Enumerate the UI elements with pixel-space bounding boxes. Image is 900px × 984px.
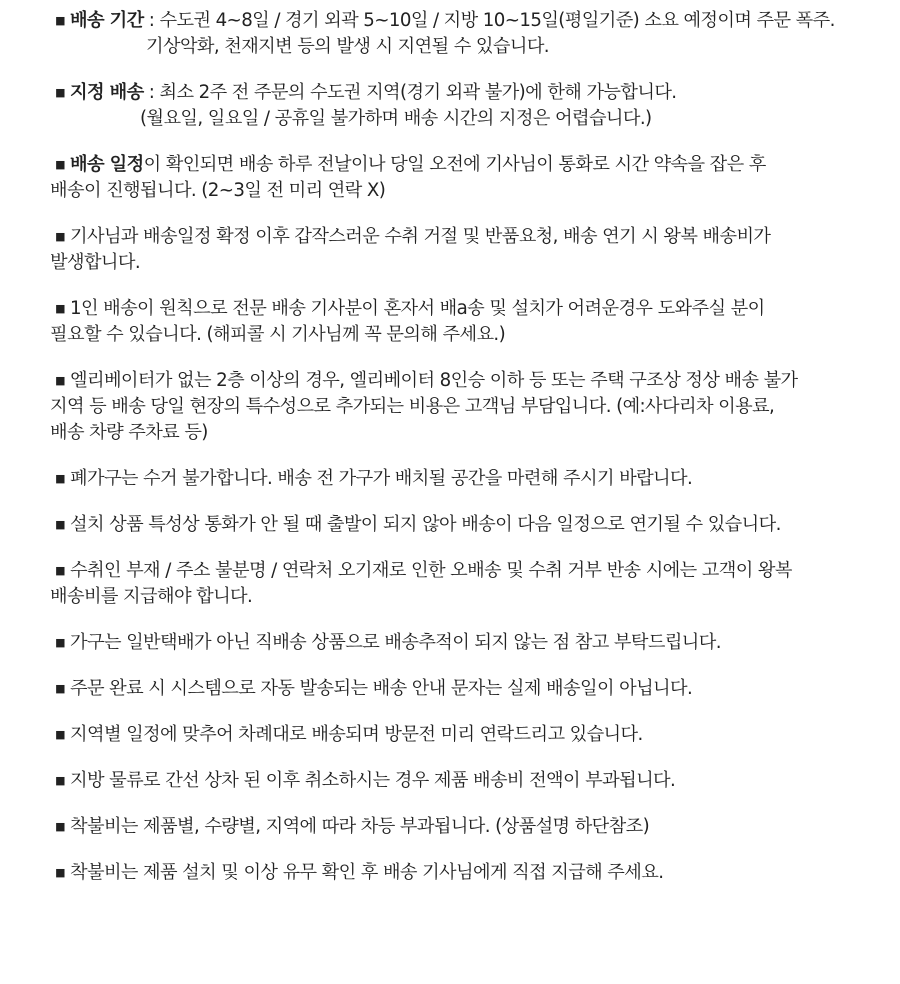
bullet-icon: ■ xyxy=(55,86,65,99)
item-title: 지정 배송 xyxy=(70,82,144,103)
bullet-icon: ■ xyxy=(55,230,65,243)
item-text: (월요일, 일요일 / 공휴일 불가하며 배송 시간의 지정은 어렵습니다.) xyxy=(140,108,652,129)
item-text: 이 확인되면 배송 하루 전날이나 당일 오전에 기사님이 통화로 시간 약속을 잡은 후 xyxy=(143,154,766,175)
item-text: 기사님과 배송일정 확정 이후 갑작스러운 수취 거절 및 반품요청, 배송 연기 시 왕복 배송비가 xyxy=(70,226,771,247)
delivery-notice xyxy=(50,8,850,906)
bullet-icon: ■ xyxy=(55,728,65,741)
item-text: 착불비는 제품별, 수량별, 지역에 따라 차등 부과됩니다. (상품설명 하단참조) xyxy=(70,816,650,837)
bullet-icon: ■ xyxy=(55,820,65,833)
item-text: 필요할 수 있습니다. (해피콜 시 기사님께 꼭 문의해 주세요.) xyxy=(50,324,506,345)
bullet-icon: ■ xyxy=(55,14,65,27)
notice-item-old-furniture xyxy=(50,466,850,492)
bullet-icon: ■ xyxy=(55,302,65,315)
notice-item-cod-fee xyxy=(50,814,850,840)
bullet-icon: ■ xyxy=(55,472,65,485)
notice-item-auto-message xyxy=(50,676,850,702)
bullet-icon: ■ xyxy=(55,518,65,531)
item-text: 기상악화, 천재지변 등의 발생 시 지연될 수 있습니다. xyxy=(146,36,549,57)
notice-item-cancel-after-dispatch xyxy=(50,768,850,794)
notice-item-delivery-period xyxy=(50,8,850,60)
notice-item-scheduled-delivery xyxy=(50,80,850,132)
bullet-icon: ■ xyxy=(55,158,65,171)
notice-item-no-tracking xyxy=(50,630,850,656)
item-text: : 최소 2주 전 주문의 수도권 지역(경기 외곽 불가)에 한해 가능합니다. xyxy=(143,82,677,103)
bullet-icon: ■ xyxy=(55,866,65,879)
notice-item-cancellation-fee xyxy=(50,224,850,276)
item-text: 지역별 일정에 맞추어 차례대로 배송되며 방문전 미리 연락드리고 있습니다. xyxy=(70,724,643,745)
item-text: 배송이 진행됩니다. (2~3일 전 미리 연락 X) xyxy=(50,180,386,201)
item-text: 지역 등 배송 당일 현장의 특수성으로 추가되는 비용은 고객님 부담입니다. (예:사다리차 이용료, xyxy=(50,396,775,417)
item-text: 배송 차량 주차료 등) xyxy=(50,422,208,443)
item-text: 설치 상품 특성상 통화가 안 될 때 출발이 되지 않아 배송이 다음 일정으로 연기될 수 있습니다. xyxy=(70,514,781,535)
bullet-icon: ■ xyxy=(55,682,65,695)
item-text: 발생합니다. xyxy=(50,252,141,273)
item-text: 1인 배송이 원칙으로 전문 배송 기사분이 혼자서 배a송 및 설치가 어려운경우 도와주실 분이 xyxy=(70,298,765,319)
notice-item-extra-costs xyxy=(50,368,850,446)
item-text: 지방 물류로 간선 상차 된 이후 취소하시는 경우 제품 배송비 전액이 부과됩니다. xyxy=(70,770,676,791)
notice-item-installation-delay xyxy=(50,512,850,538)
item-text: : 수도권 4~8일 / 경기 외곽 5~10일 / 지방 10~15일(평일기준) 소요 예정이며 주문 폭주. xyxy=(143,10,835,31)
notice-item-regional-schedule xyxy=(50,722,850,748)
item-text: 가구는 일반택배가 아닌 직배송 상품으로 배송추적이 되지 않는 점 참고 부탁드립니다. xyxy=(70,632,721,653)
bullet-icon: ■ xyxy=(55,774,65,787)
item-text: 수취인 부재 / 주소 불분명 / 연락처 오기재로 인한 오배송 및 수취 거부 반송 시에는 고객이 왕복 xyxy=(70,560,792,581)
notice-item-delivery-schedule xyxy=(50,152,850,204)
item-title: 배송 일정 xyxy=(70,154,144,175)
bullet-icon: ■ xyxy=(55,636,65,649)
item-title: 배송 기간 xyxy=(70,10,144,31)
item-text: 배송비를 지급해야 합니다. xyxy=(50,586,253,607)
item-text: 주문 완료 시 시스템으로 자동 발송되는 배송 안내 문자는 실제 배송일이 아닙니다. xyxy=(70,678,693,699)
item-text: 엘리베이터가 없는 2층 이상의 경우, 엘리베이터 8인승 이하 등 또는 주택 구조상 정상 배송 불가 xyxy=(70,370,798,391)
notice-item-misdelivery xyxy=(50,558,850,610)
notice-item-single-courier xyxy=(50,296,850,348)
bullet-icon: ■ xyxy=(55,374,65,387)
notice-item-cod-payment xyxy=(50,860,850,886)
item-text: 폐가구는 수거 불가합니다. 배송 전 가구가 배치될 공간을 마련해 주시기 바랍니다. xyxy=(70,468,693,489)
item-text: 착불비는 제품 설치 및 이상 유무 확인 후 배송 기사님에게 직접 지급해 주세요. xyxy=(70,862,664,883)
bullet-icon: ■ xyxy=(55,564,65,577)
